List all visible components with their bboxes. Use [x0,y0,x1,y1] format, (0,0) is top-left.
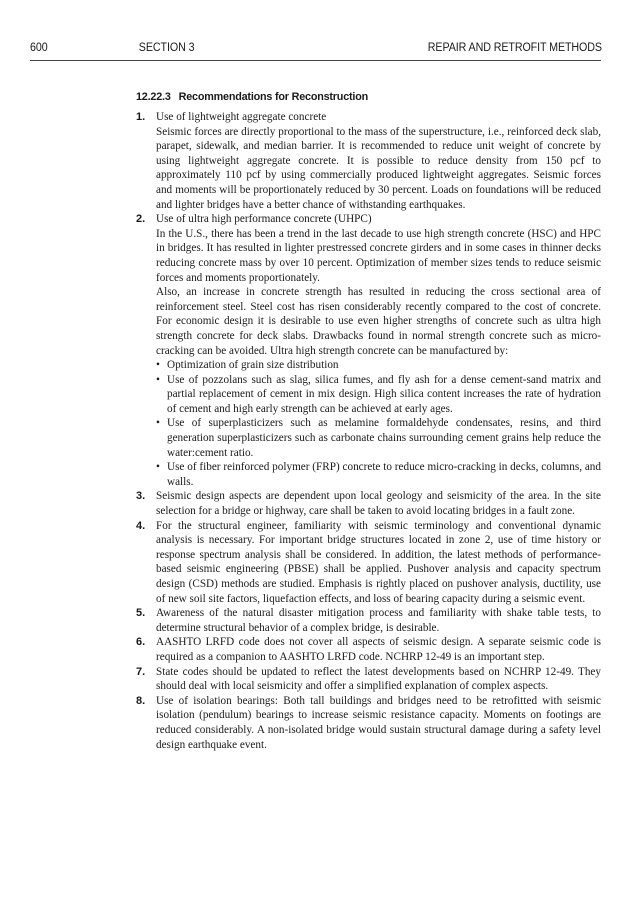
item-number: 3. [136,490,146,503]
item-paragraph: Also, an increase in concrete strength has resulted in reducing the cross sectional area of reinforcement steel. Steel cost has risen considerably recently compared to the cost of concrete. For economic design it is desirable to use even higher strengths of concrete such as ultra high strength concrete for deck slabs. Drawbacks found in normal strength concrete such as micro-cracking can be avoided. Ultra high strength concrete can be manufactured by: [156,286,601,357]
bullet-icon: • [156,359,160,372]
item-number: 8. [136,694,146,707]
section-label: SECTION 3 [138,42,195,54]
list-item [136,665,601,694]
bullet-item [156,373,601,417]
bullet-icon: • [156,373,160,386]
item-paragraph: In the U.S., there has been a trend in the last decade to use high strength concrete (HSC) and HPC in bridges. It has resulted in lighter prestressed concrete girders and in some cases in thinner decks reducing concrete mass by over 10 percent. Optimization of member sizes tends to reduce seismic forces and moments proportionately. [156,227,601,284]
bullet-icon: • [156,461,160,474]
item-number: 6. [136,636,146,649]
list-item [136,606,601,635]
chapter-title: REPAIR AND RETROFIT METHODS [427,42,602,54]
item-paragraph: State codes should be updated to reflect the latest developments based on NCHRP 12-49. They should deal with local seismicity and offer a simplified explanation of complex aspects. [156,665,601,693]
header-rule [30,60,601,61]
item-paragraph: Seismic forces are directly proportional to the mass of the superstructure, i.e., reinforced deck slab, parapet, sidewalk, and median barrier. It is recommended to reduce unit weight of concrete by using lightweight aggregate concrete. It is possible to reduce density from 150 pcf to approximately 110 pcf by using commercially produced lightweight aggregates. Seismic forces and moments will be proportionately reduced by 30 percent. Loads on foundations will be reduced and lighter bridges have a better chance of withstanding earthquakes. [156,125,601,211]
item-title: Use of ultra high performance concrete (UHPC) [156,213,372,226]
item-paragraph: For the structural engineer, familiarity with seismic terminology and conventional dynamic analysis is necessary. For important bridge structures located in zone 2, use of time history or response spectrum analysis shall be considered. In addition, the latest methods of performance-based seismic engineering (PBSE) shall be applied. Pushover analysis and capacity spectrum design (CSD) methods are studied. Emphasis is rightly placed on pushover analysis, ductility, use of new soil site factors, liquefaction effects, and loss of bearing capacity during a seismic event. [156,519,601,605]
item-paragraph: Awareness of the natural disaster mitigation process and familiarity with shake table tests, to determine structural behavior of a complex bridge, is desirable. [156,607,601,634]
item-number: 1. [136,111,146,123]
bullet-icon: • [156,417,160,430]
subsection-number: 12.22.3 [136,91,171,103]
bullet-text: Optimization of grain size distribution [167,359,339,372]
item-paragraph: AASHTO LRFD code does not cover all aspects of seismic design. A separate seismic code is required as a companion to AASHTO LRFD code. NCHRP 12-49 is an important step. [156,636,601,663]
item-number: 4. [136,519,146,532]
recommendation-list [136,110,601,752]
item-number: 2. [136,213,146,226]
subsection-heading [136,90,601,104]
item-title: Use of lightweight aggregate concrete [156,111,327,123]
item-paragraph: Use of isolation bearings: Both tall buildings and bridges need to be retrofitted with seismic isolation (pendulum) bearings to increase seismic resistance capacity. Moments on footings are reduced considerably. A non-isolated bridge would sustain structural damage during a safety level design earthquake event. [156,694,601,751]
subsection-title: Recommendations for Reconstruction [178,91,368,103]
bullet-list [156,358,601,489]
bullet-item [156,416,601,460]
item-number: 5. [136,607,146,620]
bullet-text: Use of fiber reinforced polymer (FRP) concrete to reduce micro-cracking in decks, columns, and walls. [167,461,601,488]
list-item [136,635,601,664]
bullet-text: Use of pozzolans such as slag, silica fumes, and fly ash for a dense cement-sand matrix and partial replacement of cement in mix design. High silica content increases the rate of hydration of cement and high early strength can be achieved at early ages. [167,373,601,415]
page-body [136,90,601,752]
list-item [136,694,601,752]
list-item [136,212,601,489]
page-number: 600 [30,42,48,54]
list-item [136,110,601,212]
list-item [136,519,601,607]
list-item [136,489,601,518]
item-number: 7. [136,665,146,678]
bullet-text: Use of superplasticizers such as melamine formaldehyde condensates, resins, and third generation superplasticizers such as carbonate chains surrounding cement grains help reduce the water:cement ratio. [167,417,601,459]
bullet-item [156,460,601,489]
item-paragraph: Seismic design aspects are dependent upon local geology and seismicity of the area. In the site selection for a bridge or highway, care shall be taken to avoid locating bridges in a fault zone. [156,490,601,518]
bullet-item [156,358,601,373]
